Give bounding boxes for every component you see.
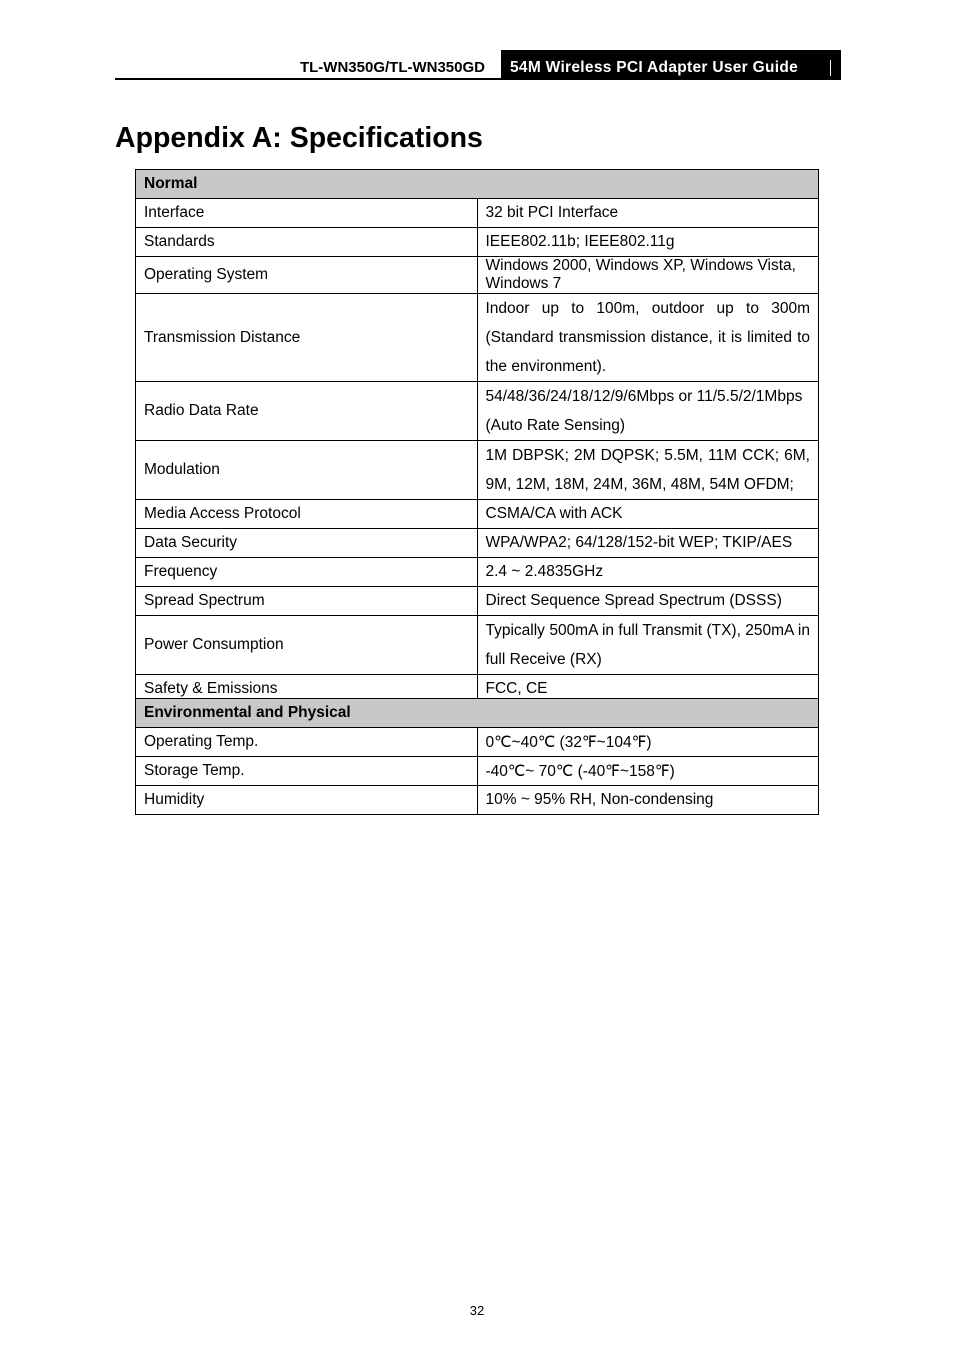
- table-row: [136, 728, 819, 757]
- table-heading: Normal: [136, 170, 819, 199]
- table-row: [136, 587, 819, 616]
- spec-value: FCC, CE: [477, 675, 819, 704]
- table-row: [136, 786, 819, 815]
- spec-label: Spread Spectrum: [136, 587, 478, 616]
- table-row: [136, 558, 819, 587]
- header-guide-title: [501, 50, 841, 80]
- spec-value: IEEE802.11b; IEEE802.11g: [477, 228, 819, 257]
- header-caret: [830, 60, 831, 76]
- table-heading-row: [136, 170, 819, 199]
- spec-value: CSMA/CA with ACK: [477, 500, 819, 529]
- table-heading: Environmental and Physical: [136, 699, 819, 728]
- table-row: [136, 294, 819, 382]
- spec-label: Humidity: [136, 786, 478, 815]
- spec-value: Indoor up to 100m, outdoor up to 300m (Standard transmission distance, it is limited to the environment).: [477, 294, 819, 382]
- spec-label: Media Access Protocol: [136, 500, 478, 529]
- spec-table-normal: [135, 169, 819, 704]
- spec-value: 10% ~ 95% RH, Non-condensing: [477, 786, 819, 815]
- spec-label: Operating Temp.: [136, 728, 478, 757]
- spec-label: Power Consumption: [136, 616, 478, 675]
- spec-value: 0℃~40℃ (32℉~104℉): [477, 728, 819, 757]
- table-row: [136, 228, 819, 257]
- spec-label: Data Security: [136, 529, 478, 558]
- spec-value: WPA/WPA2; 64/128/152-bit WEP; TKIP/AES: [477, 529, 819, 558]
- table-row: [136, 529, 819, 558]
- header-rule: [115, 78, 501, 80]
- table-row: [136, 757, 819, 786]
- spec-value: Direct Sequence Spread Spectrum (DSSS): [477, 587, 819, 616]
- spec-value: -40℃~ 70℃ (-40℉~158℉): [477, 757, 819, 786]
- spec-label: Transmission Distance: [136, 294, 478, 382]
- spec-label: Modulation: [136, 441, 478, 500]
- spec-table-environmental: [135, 698, 819, 815]
- table-row: [136, 257, 819, 294]
- page-number: 32: [469, 1303, 485, 1318]
- spec-label: Operating System: [136, 257, 478, 294]
- page-header: [115, 50, 841, 80]
- spec-value: 32 bit PCI Interface: [477, 199, 819, 228]
- spec-value-line: (Auto Rate Sensing): [485, 417, 626, 434]
- spec-value: [477, 382, 819, 441]
- table-heading-row: [136, 699, 819, 728]
- table-row: [136, 382, 819, 441]
- table-row: [136, 441, 819, 500]
- header-model: TL-WN350G/TL-WN350GD: [299, 59, 485, 76]
- table-row: [136, 500, 819, 529]
- spec-label: Safety & Emissions: [136, 675, 478, 704]
- spec-value-line: 54/48/36/24/18/12/9/6Mbps or 11/5.5/2/1Mbps: [485, 388, 803, 405]
- spec-label: Radio Data Rate: [136, 382, 478, 441]
- spec-label: Storage Temp.: [136, 757, 478, 786]
- spec-value: 1M DBPSK; 2M DQPSK; 5.5M, 11M CCK; 6M, 9M, 12M, 18M, 24M, 36M, 48M, 54M OFDM;: [477, 441, 819, 500]
- spec-value: Windows 2000, Windows XP, Windows Vista, Windows 7: [477, 257, 819, 294]
- spec-label: Frequency: [136, 558, 478, 587]
- table-row: [136, 199, 819, 228]
- spec-value: 2.4 ~ 2.4835GHz: [477, 558, 819, 587]
- spec-label: Standards: [136, 228, 478, 257]
- table-row: [136, 616, 819, 675]
- spec-value: Typically 500mA in full Transmit (TX), 250mA in full Receive (RX): [477, 616, 819, 675]
- spec-label: Interface: [136, 199, 478, 228]
- header-guide-title-text: 54M Wireless PCI Adapter User Guide: [510, 59, 799, 76]
- page-title: Appendix A: Specifications: [115, 122, 483, 154]
